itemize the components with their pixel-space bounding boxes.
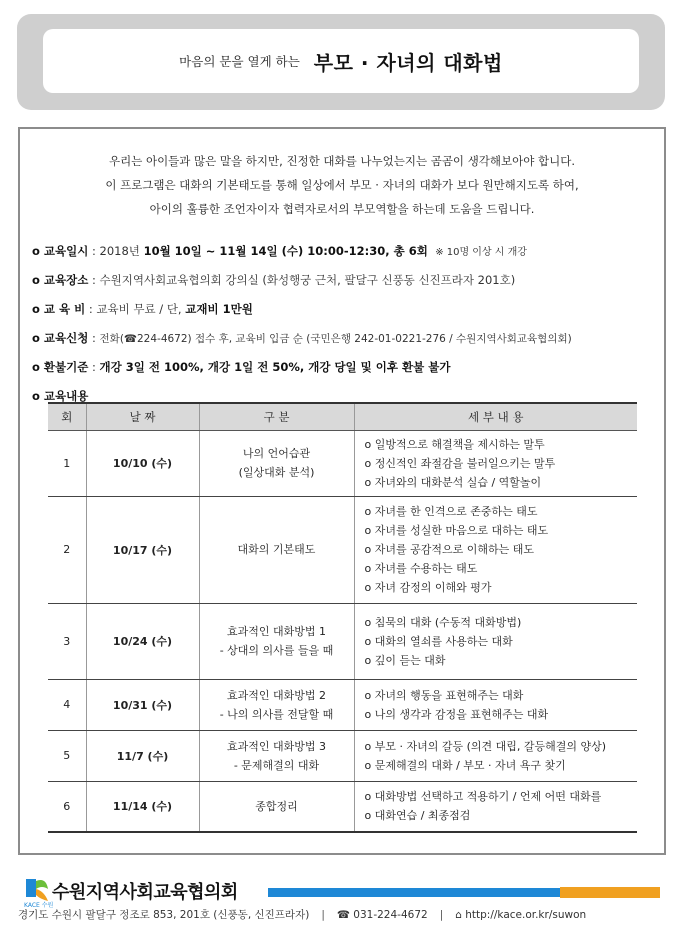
session-division (199, 730, 354, 781)
session-date: 10/31 (수) (86, 679, 199, 730)
banner-title: 부모 · 자녀의 대화법 (313, 50, 503, 75)
schedule-row (48, 430, 637, 496)
info-refund: o 환불기준 : 개강 3일 전 100%, 개강 1일 전 50%, 개강 당일 및 이후 환불 불가 (32, 360, 451, 374)
detail-item: o 나의 생각과 감정을 표현해주는 대화 (364, 707, 549, 721)
session-details (354, 679, 637, 730)
info-fee: o 교 육 비 : 교육비 무료 / 단, 교재비 1만원 (32, 302, 253, 316)
detail-item: o 문제해결의 대화 / 부모 · 자녀 욕구 찾기 (364, 758, 566, 772)
schedule-row (48, 603, 637, 679)
intro-line: 이 프로그램은 대화의 기본태도를 통해 일상에서 부모 · 자녀의 대화가 보다 원만해지도록 하여, (105, 178, 579, 192)
detail-item: o 자녀를 성실한 마음으로 대하는 태도 (364, 524, 549, 537)
info-list (32, 237, 652, 411)
schedule-body (48, 430, 637, 832)
division-line: 효과적인 대화방법 3 (227, 739, 326, 753)
info-period-year: 2018년 (99, 244, 144, 258)
info-period-dates: 10월 10일 ~ 11월 14일 (수) 10:00-12:30, 총 6회 (143, 244, 428, 258)
session-division (199, 430, 354, 496)
detail-item: o 대화의 열쇠를 사용하는 대화 (364, 634, 513, 648)
intro-line: 아이의 훌륭한 조언자이자 협력자로서의 부모역할을 하는데 도움을 드립니다. (149, 202, 535, 216)
division-line: 효과적인 대화방법 2 (227, 688, 326, 702)
session-number: 2 (48, 496, 86, 603)
schedule-row (48, 781, 637, 832)
title-banner (17, 14, 665, 110)
detail-item: o 깊이 듣는 대화 (364, 653, 446, 667)
session-details (354, 430, 637, 496)
intro-paragraph (20, 149, 664, 221)
schedule-row (48, 730, 637, 781)
footer-org-name: 수원지역사회교육협의회 (52, 882, 238, 903)
footer-contact (18, 907, 666, 922)
detail-item: o 대화방법 선택하고 적용하기 / 언제 어떤 대화를 (364, 790, 602, 804)
footer-separator: | (321, 908, 325, 921)
info-refund-label: 환불기준 (43, 360, 89, 374)
session-number: 6 (48, 781, 86, 832)
info-period: o 교육일시 : 2018년 10월 10일 ~ 11월 14일 (수) 10:00-12:30, 총 6회 ※ 10명 이상 시 개강 (32, 244, 527, 258)
division-line: - 문제해결의 대화 (233, 758, 320, 772)
logo-text: KACE 수원 (24, 902, 54, 909)
info-fee-label: 교 육 비 (43, 302, 86, 316)
main-content-box (18, 127, 666, 855)
info-period-label: 교육일시 (43, 244, 89, 258)
info-content-label: 교육내용 (43, 389, 89, 403)
session-number: 4 (48, 679, 86, 730)
footer-separator: | (439, 908, 444, 921)
detail-item: o 자녀를 공감적으로 이해하는 태도 (364, 543, 534, 556)
session-date: 10/17 (수) (86, 496, 199, 603)
session-date: 10/10 (수) (86, 430, 199, 496)
info-fee-value: 교육비 무료 / 단, (96, 302, 186, 316)
division-line: - 나의 의사를 전달할 때 (219, 707, 334, 721)
division-line: 효과적인 대화방법 1 (227, 625, 326, 638)
phone-icon: ☎ (336, 908, 354, 921)
info-place-value: 수원지역사회교육협의회 강의실 (화성행궁 근처, 팔달구 신풍동 신진프라자 201호) (99, 273, 516, 287)
schedule-table (48, 402, 637, 833)
session-division (199, 679, 354, 730)
detail-item: o 자녀를 수용하는 태도 (364, 562, 478, 575)
info-apply-label: 교육신청 (43, 331, 89, 345)
session-division (199, 781, 354, 832)
session-date: 11/14 (수) (86, 781, 199, 832)
info-content: o 교육내용 (32, 389, 89, 403)
info-apply-value: 전화(☎224-4672) 접수 후, 교육비 입금 순 (국민은행 242-01-0221-276 / 수원지역사회교육협의회) (99, 333, 572, 345)
schedule-row (48, 496, 637, 603)
session-division (199, 603, 354, 679)
detail-item: o 침묵의 대화 (수동적 대화방법) (364, 615, 522, 629)
session-number: 5 (48, 730, 86, 781)
detail-item: o 자녀와의 대화분석 실습 / 역할놀이 (364, 475, 542, 489)
schedule-header-row (48, 403, 637, 430)
info-refund-value: 개강 3일 전 100%, 개강 1일 전 50%, 개강 당일 및 이후 환불 불가 (99, 360, 451, 374)
info-fee-strong: 교재비 1만원 (185, 302, 253, 316)
detail-item: o 부모 · 자녀의 갈등 (의견 대립, 갈등해결의 양상) (364, 739, 607, 753)
division-line: 대화의 기본태도 (237, 543, 316, 556)
detail-item: o 자녀의 행동을 표현해주는 대화 (364, 688, 524, 702)
header-details: 세 부 내 용 (354, 403, 637, 430)
division-line: (일상대화 분석) (238, 466, 315, 479)
intro-line: 우리는 아이들과 많은 말을 하지만, 진정한 대화를 나누었는지는 곰곰이 생각해보아야 합니다. (108, 154, 575, 168)
footer-bar-blue (268, 888, 568, 897)
header-session: 회 (48, 403, 86, 430)
banner-subtitle: 마음의 문을 열게 하는 (179, 54, 300, 69)
info-place: o 교육장소 : 수원지역사회교육협의회 강의실 (화성행궁 근처, 팔달구 신풍동 신진프라자 201호) (32, 273, 516, 287)
session-number: 3 (48, 603, 86, 679)
info-period-note: ※ 10명 이상 시 개강 (435, 247, 527, 258)
footer-website[interactable]: http://kace.or.kr/suwon (465, 908, 587, 921)
detail-item: o 자녀 감정의 이해와 평가 (364, 581, 492, 594)
detail-item: o 일방적으로 해결책을 제시하는 말투 (364, 437, 545, 451)
header-division: 구 분 (199, 403, 354, 430)
home-icon: ⌂ (455, 908, 466, 921)
division-line: - 상대의 의사를 들을 때 (219, 644, 334, 657)
session-details (354, 603, 637, 679)
footer-phone: 031-224-4672 (353, 908, 428, 921)
title-banner-inner (43, 29, 639, 93)
detail-item: o 대화연습 / 최종점검 (364, 809, 471, 823)
footer-bar-orange (560, 887, 660, 898)
division-line: 나의 언어습관 (242, 447, 311, 460)
session-date: 11/7 (수) (86, 730, 199, 781)
session-details (354, 730, 637, 781)
division-line: 종합정리 (255, 799, 298, 813)
info-apply: o 교육신청 : 전화(☎224-4672) 접수 후, 교육비 입금 순 (국민은행 242-01-0221-276 / 수원지역사회교육협의회) (32, 331, 572, 345)
session-details (354, 496, 637, 603)
footer-address: 경기도 수원시 팔달구 정조로 853, 201호 (신풍동, 신진프라자) (18, 909, 310, 921)
session-date: 10/24 (수) (86, 603, 199, 679)
header-date: 날 짜 (86, 403, 199, 430)
session-division (199, 496, 354, 603)
detail-item: o 자녀를 한 인격으로 존중하는 태도 (364, 505, 538, 518)
session-details (354, 781, 637, 832)
info-place-label: 교육장소 (43, 273, 89, 287)
detail-item: o 정신적인 좌절감을 불러일으키는 말투 (364, 456, 556, 470)
session-number: 1 (48, 430, 86, 496)
schedule-row (48, 679, 637, 730)
